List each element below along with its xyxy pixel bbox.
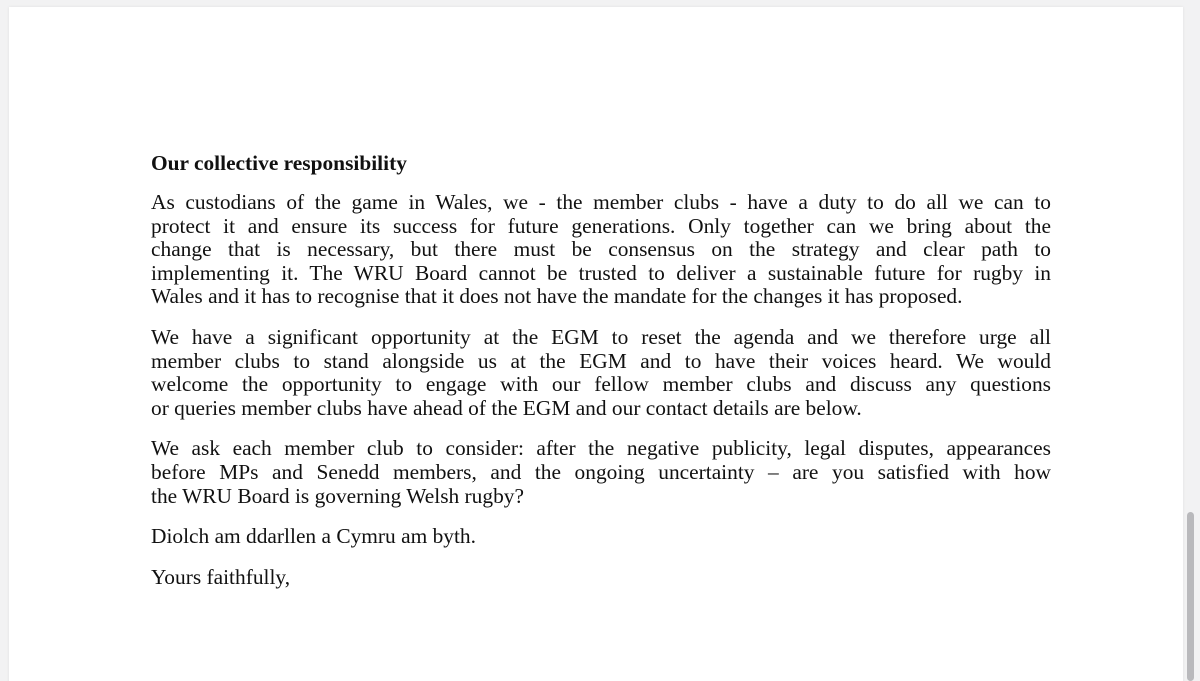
text-line: We have a significant opportunity at the EGM to reset the agenda and we therefore urge all — [151, 324, 1051, 349]
signoff: Yours faithfully, — [151, 564, 291, 589]
text-line: Wales and it has to recognise that it does not have the mandate for the changes it has proposed. — [151, 284, 963, 309]
text-line: or queries member clubs have ahead of the EGM and our contact details are below. — [151, 395, 862, 420]
letter-body — [151, 152, 1051, 606]
text-line: change that is necessary, but there must be consensus on the strategy and clear path to — [151, 237, 1051, 262]
text-line: the WRU Board is governing Welsh rugby? — [151, 483, 524, 508]
text-line: welcome the opportunity to engage with our fellow member clubs and discuss any questions — [151, 372, 1051, 397]
text-line: As custodians of the game in Wales, we - the member clubs - have a duty to do all we can to — [151, 190, 1051, 214]
document-page — [9, 7, 1183, 681]
text-line: member clubs to stand alongside us at the EGM and to have their voices heard. We would — [151, 348, 1051, 373]
paragraph-question — [151, 437, 1051, 508]
text-line: before MPs and Senedd members, and the ongoing uncertainty – are you satisfied with how — [151, 459, 1051, 484]
text-line: implementing it. The WRU Board cannot be trusted to deliver a sustainable future for rugby in — [151, 260, 1051, 285]
paragraph-egm-opportunity — [151, 326, 1051, 420]
text-line: protect it and ensure its success for future generations. Only together can we bring about the — [151, 213, 1051, 238]
section-heading: Our collective responsibility — [151, 151, 407, 175]
closing-welsh: Diolch am ddarllen a Cymru am byth. — [151, 524, 476, 549]
paragraph-responsibility — [151, 191, 1051, 309]
vertical-scrollbar-thumb[interactable] — [1187, 512, 1194, 681]
text-line: We ask each member club to consider: after the negative publicity, legal disputes, appearances — [151, 436, 1051, 461]
